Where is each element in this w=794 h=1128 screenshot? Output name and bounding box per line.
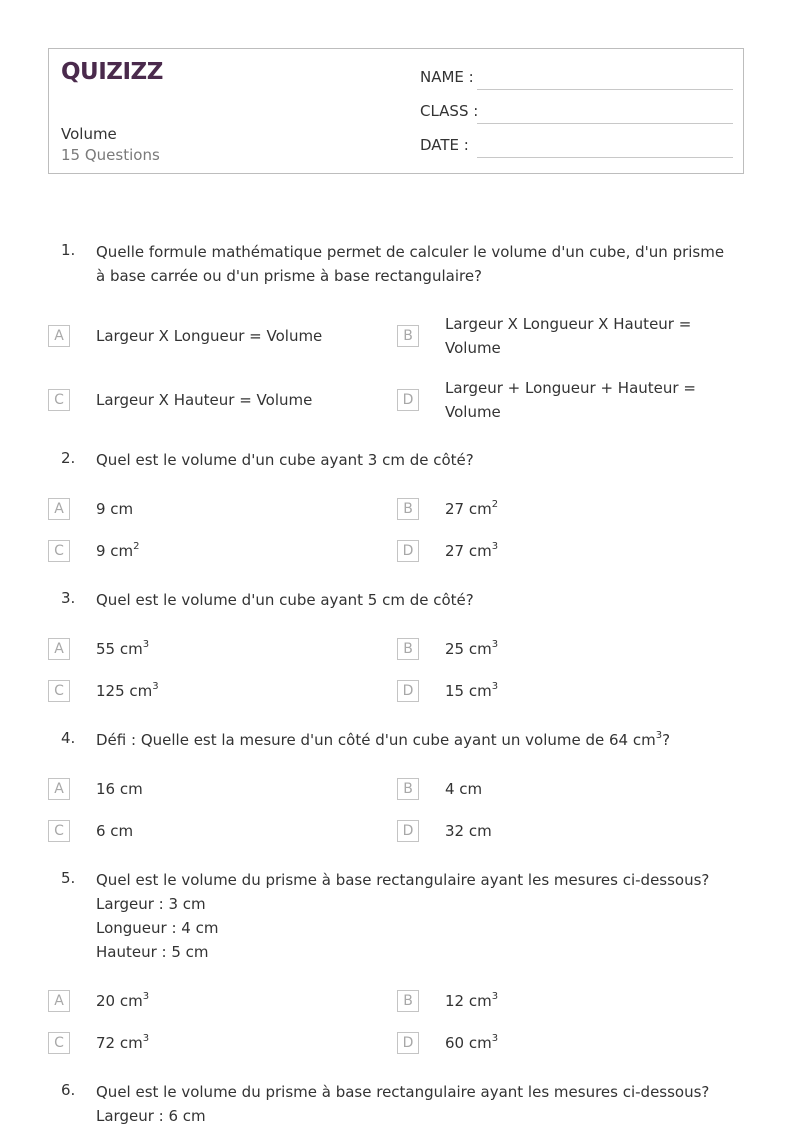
option-c-text: 9 $cm^2$ [96, 541, 140, 560]
question-number: 3. [61, 589, 76, 607]
option-c-text: 72 $cm^3$ [96, 1033, 150, 1052]
option-b-text: 27 $cm^2$ [445, 499, 499, 518]
option-c-box[interactable]: C [48, 820, 70, 842]
option-b-text: 4 cm [445, 780, 483, 798]
option-b-box[interactable]: B [397, 638, 419, 660]
option-a-text: 55 $cm^3$ [96, 639, 150, 658]
option-d-box[interactable]: D [397, 540, 419, 562]
question-number: 1. [61, 241, 76, 259]
option-a-text: 20 $cm^3$ [96, 991, 150, 1010]
option-c-text: 6 cm [96, 822, 134, 840]
option-b-box[interactable]: B [397, 325, 419, 347]
question-number: 4. [61, 729, 76, 747]
name-label: NAME : [420, 68, 474, 86]
option-a-box[interactable]: A [48, 638, 70, 660]
name-line[interactable] [477, 89, 733, 90]
option-a-box[interactable]: A [48, 990, 70, 1012]
question-number: 2. [61, 449, 76, 467]
option-a-box[interactable]: A [48, 325, 70, 347]
option-c-text: 125 $cm^3$ [96, 681, 159, 700]
quizizz-logo: QUIZIZZ [61, 59, 163, 85]
date-label: DATE : [420, 136, 469, 154]
option-d-text: 27 $cm^3$ [445, 541, 499, 560]
option-a-text: 16 cm [96, 780, 143, 798]
question-number: 5. [61, 869, 76, 887]
option-b-box[interactable]: B [397, 498, 419, 520]
question-text: Défi : Quelle est la mesure d'un côté d'un cube ayant un volume de 64 $cm^3$? [96, 730, 671, 749]
option-b-text: 25 $cm^3$ [445, 639, 499, 658]
question-text: Quel est le volume du prisme à base rectangulaire ayant les mesures ci-dessous? Largeur : 6 cm [96, 1083, 710, 1125]
date-line[interactable] [477, 157, 733, 158]
question-text: Quelle formule mathématique permet de calculer le volume d'un cube, d'un prisme à base carrée ou d'un prisme à base rectangulaire? [96, 243, 725, 285]
option-d-box[interactable]: D [397, 389, 419, 411]
option-a-text: Largeur X Longueur = Volume [96, 327, 323, 345]
class-label: CLASS : [420, 102, 479, 120]
question-number: 6. [61, 1081, 76, 1099]
option-c-text: Largeur X Hauteur = Volume [96, 391, 313, 409]
option-a-box[interactable]: A [48, 498, 70, 520]
option-b-box[interactable]: B [397, 778, 419, 800]
option-d-box[interactable]: D [397, 820, 419, 842]
option-c-box[interactable]: C [48, 540, 70, 562]
option-c-box[interactable]: C [48, 680, 70, 702]
question-count: 15 Questions [61, 146, 160, 164]
option-d-text: 60 $cm^3$ [445, 1033, 499, 1052]
question-text: Quel est le volume d'un cube ayant 5 cm de côté? [96, 591, 474, 609]
option-d-text: 15 $cm^3$ [445, 681, 499, 700]
option-b-box[interactable]: B [397, 990, 419, 1012]
option-b-text: 12 $cm^3$ [445, 991, 499, 1010]
question-text: Quel est le volume d'un cube ayant 3 cm de côté? [96, 451, 474, 469]
worksheet-title: Volume [61, 125, 117, 143]
option-c-box[interactable]: C [48, 1032, 70, 1054]
option-a-text: 9 cm [96, 500, 134, 518]
option-d-box[interactable]: D [397, 680, 419, 702]
option-d-box[interactable]: D [397, 1032, 419, 1054]
worksheet-header [48, 48, 744, 174]
option-b-text: Largeur X Longueur X Hauteur = Volume [445, 315, 692, 357]
option-d-text: Largeur + Longueur + Hauteur = Volume [445, 379, 696, 421]
question-text: Quel est le volume du prisme à base rectangulaire ayant les mesures ci-dessous? Largeur : 3 cm Longueur : 4 cm Hauteur : 5 cm [96, 871, 710, 961]
class-line[interactable] [477, 123, 733, 124]
option-a-box[interactable]: A [48, 778, 70, 800]
option-c-box[interactable]: C [48, 389, 70, 411]
option-d-text: 32 cm [445, 822, 492, 840]
